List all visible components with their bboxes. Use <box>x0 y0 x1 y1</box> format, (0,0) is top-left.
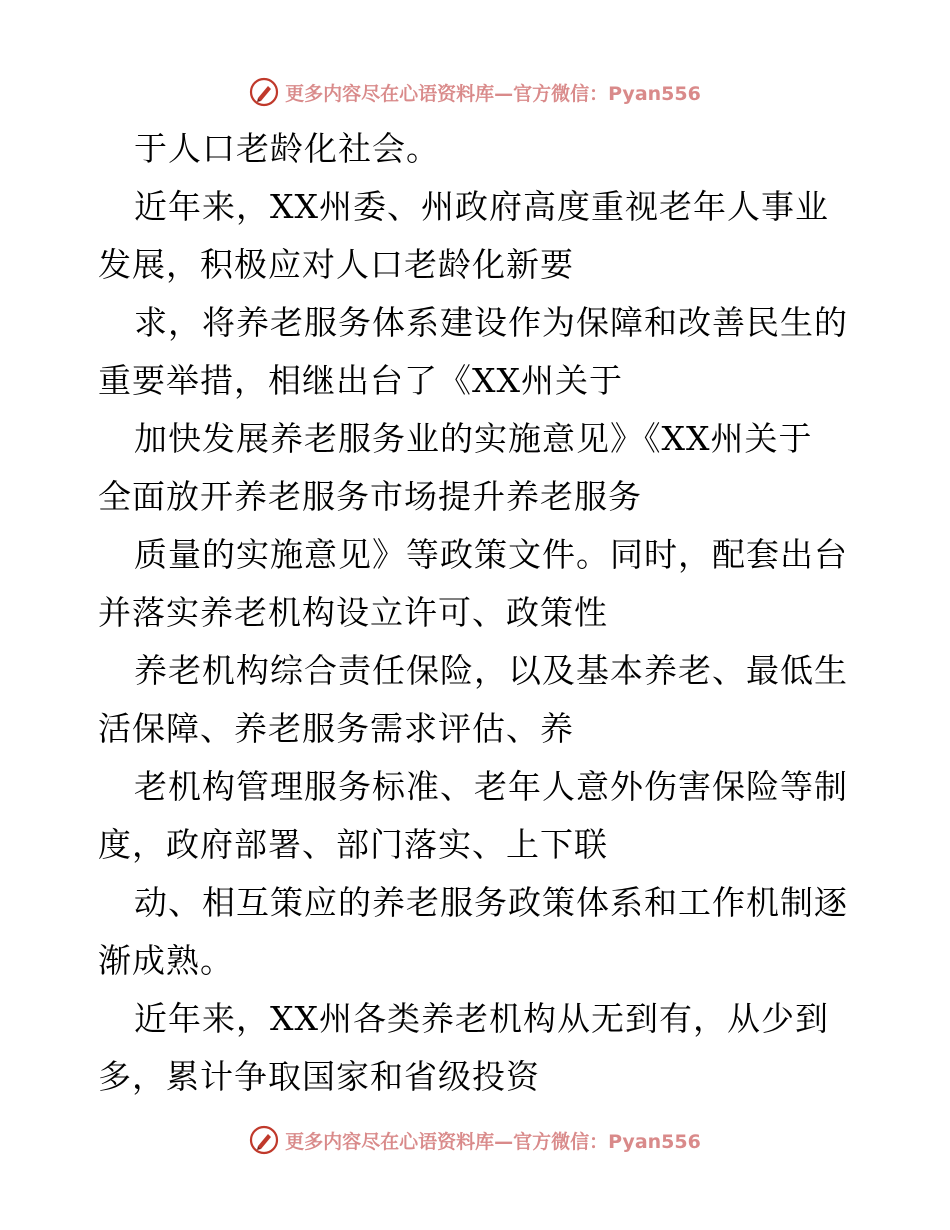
header-watermark-text: 更多内容尽在心语资料库—官方微信：Pyan556 <box>285 82 701 105</box>
text-line: 全面放开养老服务市场提升养老服务 <box>98 477 642 516</box>
text-line: 动、相互策应的养老服务政策体系和工作机制逐 <box>134 883 848 922</box>
text-line: 质量的实施意见》等政策文件。同时，配套出台 <box>134 535 848 574</box>
text-line: 活保障、养老服务需求评估、养 <box>98 709 574 748</box>
text-line: 度，政府部署、部门落实、上下联 <box>98 825 608 864</box>
text-line: 并落实养老机构设立许可、政策性 <box>98 593 608 632</box>
footer-watermark <box>0 1120 950 1160</box>
footer-watermark-text: 更多内容尽在心语资料库—官方微信：Pyan556 <box>285 1130 701 1153</box>
text-line: 多，累计争取国家和省级投资 <box>98 1057 540 1096</box>
text-line: 养老机构综合责任保险，以及基本养老、最低生 <box>134 651 848 690</box>
text-line: 老机构管理服务标准、老年人意外伤害保险等制 <box>134 767 848 806</box>
text-line: 重要举措，相继出台了《XX州关于 <box>98 361 623 400</box>
text-line: 近年来，XX州各类养老机构从无到有，从少到 <box>134 999 829 1038</box>
text-line: 求，将养老服务体系建设作为保障和改善民生的 <box>134 303 848 342</box>
text-line: 于人口老龄化社会。 <box>134 129 440 168</box>
text-line: 发展，积极应对人口老龄化新要 <box>98 245 574 284</box>
header-watermark <box>0 72 950 112</box>
text-line: 渐成熟。 <box>98 941 234 980</box>
pen-logo-icon <box>249 1125 279 1155</box>
pen-logo-icon <box>249 77 279 107</box>
document-body <box>98 120 898 1106</box>
text-line: 加快发展养老服务业的实施意见》《XX州关于 <box>134 419 813 458</box>
text-line: 近年来，XX州委、州政府高度重视老年人事业 <box>134 187 829 226</box>
